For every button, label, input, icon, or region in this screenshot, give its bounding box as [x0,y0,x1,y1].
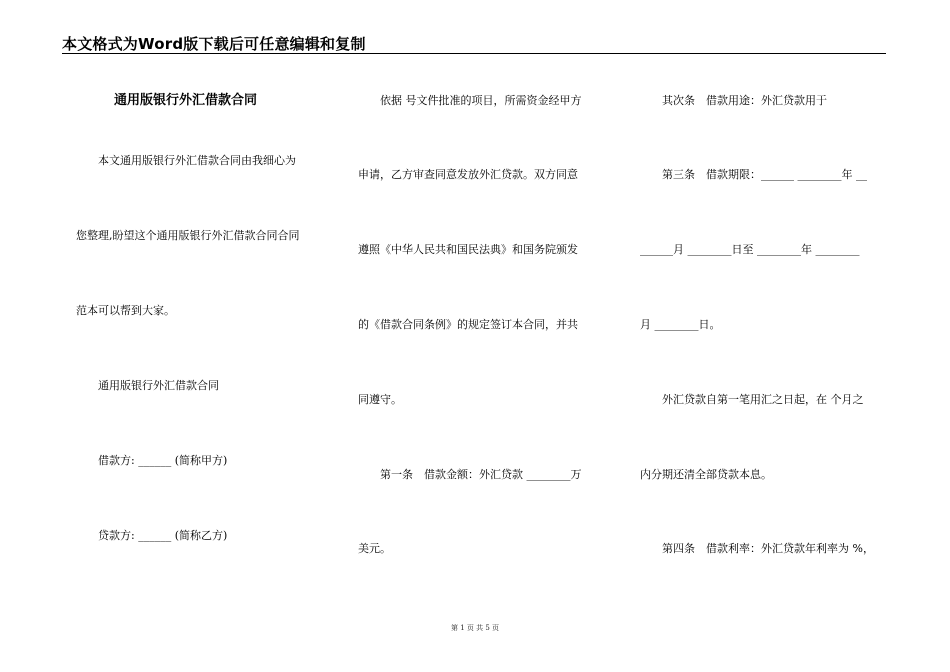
paragraph-line: 本文通用版银行外汇借款合同由我细心为 [76,154,296,167]
text-column-3 [640,0,890,672]
paragraph-line: 内分期还清全部贷款本息。 [640,468,772,481]
paragraph-line: 的《借款合同条例》的规定签订本合同，并共 [358,318,578,331]
document-title: 通用版银行外汇借款合同 [114,93,258,108]
paragraph-line: 您整理,盼望这个通用版银行外汇借款合同合同 [76,229,300,242]
article-4-line: 第四条 借款利率：外汇贷款年利率为 %， [640,542,874,555]
article-1-line: 第一条 借款金额：外汇贷款 ________万 [358,468,582,481]
paragraph-line: 月 ________日。 [640,318,721,331]
document-header-title: 本文格式为Word版下载后可任意编辑和复制 [62,35,366,53]
text-column-1 [76,0,326,672]
paragraph-line: 通用版银行外汇借款合同 [76,379,219,392]
lender-line: 贷款方: ______ (简称乙方) [76,529,228,542]
borrower-line: 借款方: ______ (简称甲方) [76,454,228,467]
paragraph-line: 外汇贷款自第一笔用汇之日起，在 个月之 [640,393,864,406]
paragraph-line: ______月 ________日至 ________年 ________ [640,243,860,256]
paragraph-line: 遵照《中华人民共和国民法典》和国务院颁发 [358,243,578,256]
text-column-2 [358,0,608,672]
article-3-line: 第三条 借款期限：______ ________年 __ [640,168,867,181]
paragraph-line: 申请，乙方审查同意发放外汇贷款。双方同意 [358,168,578,181]
page-number: 第 1 页 共 5 页 [450,624,500,632]
article-2-line: 其次条 借款用途：外汇贷款用于 [640,94,827,107]
paragraph-line: 范本可以帮到大家。 [76,304,175,317]
paragraph-line: 同遵守。 [358,393,402,406]
paragraph-line: 依据 号文件批准的项目，所需资金经甲方 [358,94,582,107]
paragraph-line: 美元。 [358,542,391,555]
